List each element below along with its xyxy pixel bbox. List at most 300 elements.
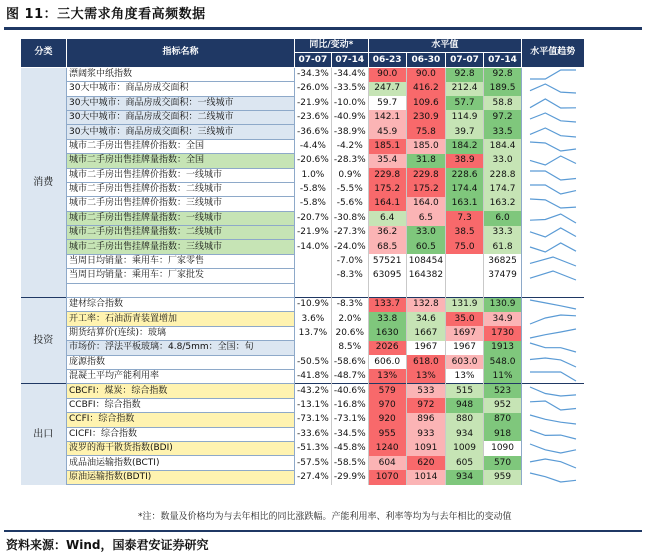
indicator-name: 30大中城市：商品房成交面积：二线城市: [67, 110, 295, 124]
level-cell: 515: [446, 384, 484, 398]
sparkline: [524, 169, 582, 182]
indicator-name: 期货结算价(连续)：玻璃: [67, 326, 295, 340]
indicator-name: 30大中城市：商品房成交面积: [67, 82, 295, 96]
trend-cell: [522, 326, 585, 340]
level-cell: 174.4: [446, 182, 484, 196]
trend-cell: [522, 470, 585, 484]
trend-cell: [522, 355, 585, 369]
level-cell: 247.7: [368, 82, 406, 96]
level-cell: 1240: [368, 441, 406, 455]
sparkline-path: [530, 99, 576, 108]
yoy-cell: -20.7%: [295, 211, 332, 225]
col-name-header: 指标名称: [67, 39, 295, 68]
sparkline: [524, 241, 582, 254]
yoy-cell: -43.2%: [295, 384, 332, 398]
sparkline: [524, 442, 582, 455]
yoy-cell: -51.3%: [295, 441, 332, 455]
level-col-header: 06-30: [406, 53, 445, 67]
table-row: [21, 240, 585, 254]
sparkline: [524, 154, 582, 167]
trend-cell: [522, 110, 585, 124]
level-cell: 57.7: [446, 96, 484, 110]
yoy-cell: [295, 341, 332, 355]
sparkline-path: [530, 415, 576, 424]
sparkline: [524, 413, 582, 426]
yoy-cell: 20.6%: [331, 326, 368, 340]
table-row: [21, 125, 585, 139]
level-col-header: 07-07: [446, 53, 484, 67]
table-row: [21, 369, 585, 383]
indicator-name: 城市二手房出售挂牌量指数：三线城市: [67, 240, 295, 254]
sparkline-path: [530, 444, 576, 453]
level-cell: 33.3: [484, 226, 522, 240]
indicator-name: 建材综合指数: [67, 298, 295, 312]
sparkline: [524, 68, 582, 81]
table-row: [21, 96, 585, 110]
level-cell: 164.1: [368, 197, 406, 211]
level-cell: 68.5: [368, 240, 406, 254]
trend-cell: [522, 96, 585, 110]
level-cell: 174.7: [484, 182, 522, 196]
yoy-cell: -7.0%: [331, 254, 368, 268]
trend-cell: [522, 312, 585, 326]
sparkline: [524, 126, 582, 139]
level-cell: 36825: [484, 254, 522, 268]
table-row: [21, 139, 585, 153]
level-cell: 934: [446, 427, 484, 441]
trend-cell: [522, 427, 585, 441]
trend-cell: [522, 254, 585, 268]
indicator-name: 城市二手房出售挂牌量指数：二线城市: [67, 226, 295, 240]
trend-cell: [522, 211, 585, 225]
table-row: [21, 341, 585, 355]
level-cell: 6.0: [484, 211, 522, 225]
yoy-cell: -13.1%: [295, 398, 332, 412]
table-row: [21, 226, 585, 240]
level-cell: 34.9: [484, 312, 522, 326]
level-cell: 33.5: [484, 125, 522, 139]
level-cell: 618.0: [406, 355, 445, 369]
level-cell: 605: [446, 456, 484, 470]
level-cell: 75.8: [406, 125, 445, 139]
indicator-name: 城市二手房出售挂牌量指数：全国: [67, 154, 295, 168]
level-cell: 39.7: [446, 125, 484, 139]
table-row: [21, 298, 585, 312]
level-cell: 1070: [368, 470, 406, 484]
sparkline-path: [530, 473, 576, 482]
yoy-cell: -4.2%: [331, 139, 368, 153]
trend-cell: [522, 67, 585, 81]
level-cell: 90.0: [406, 67, 445, 81]
table-row: [21, 154, 585, 168]
sparkline-path: [530, 257, 576, 266]
yoy-cell: -50.5%: [295, 355, 332, 369]
sparkline-path: [530, 459, 576, 468]
yoy-cell: -14.0%: [295, 240, 332, 254]
yoy-cell: 13.7%: [295, 326, 332, 340]
yoy-cell: [295, 254, 332, 268]
sparkline: [524, 399, 582, 412]
sparkline-path: [530, 142, 576, 151]
table-row: [21, 427, 585, 441]
level-cell: 164.0: [406, 197, 445, 211]
yoy-cell: -48.7%: [331, 369, 368, 383]
level-cell: 175.2: [406, 182, 445, 196]
level-cell: 35.4: [368, 154, 406, 168]
source-line: 资料来源：Wind，国泰君安证券研究: [6, 538, 209, 552]
yoy-cell: [331, 283, 368, 297]
level-cell: 109.6: [406, 96, 445, 110]
level-cell: 952: [484, 398, 522, 412]
yoy-cell: 8.5%: [331, 341, 368, 355]
table-row: [21, 384, 585, 398]
trend-cell: [522, 341, 585, 355]
trend-cell: [522, 413, 585, 427]
level-cell: 948: [446, 398, 484, 412]
yoy-cell: 3.6%: [295, 312, 332, 326]
level-cell: 163.1: [446, 197, 484, 211]
yoy-cell: -5.6%: [331, 197, 368, 211]
level-cell: 142.1: [368, 110, 406, 124]
trend-cell: [522, 398, 585, 412]
yoy-cell: -5.5%: [331, 182, 368, 196]
level-cell: 880: [446, 413, 484, 427]
level-cell: 620: [406, 456, 445, 470]
level-cell: 163.2: [484, 197, 522, 211]
sparkline: [524, 471, 582, 484]
level-cell: [368, 283, 406, 297]
sparkline-path: [530, 329, 576, 338]
yoy-cell: -23.6%: [295, 110, 332, 124]
level-cell: 230.9: [406, 110, 445, 124]
figure-title: 图 11：三大需求角度看高频数据: [6, 7, 206, 22]
table-row: [21, 110, 585, 124]
sparkline: [524, 97, 582, 110]
sparkline-path: [530, 113, 576, 122]
level-cell: 570: [484, 456, 522, 470]
table-row: [21, 456, 585, 470]
level-cell: 918: [484, 427, 522, 441]
yoy-cell: -45.8%: [331, 441, 368, 455]
sparkline: [524, 428, 582, 441]
trend-cell: [522, 82, 585, 96]
yoy-cell: 0.9%: [331, 168, 368, 182]
level-cell: 36.2: [368, 226, 406, 240]
level-cell: 90.0: [368, 67, 406, 81]
yoy-cell: -8.3%: [331, 269, 368, 283]
level-cell: 228.8: [484, 168, 522, 182]
level-cell: 416.2: [406, 82, 445, 96]
indicator-name: 漂阔浆中纸指数: [67, 67, 295, 81]
sparkline: [524, 385, 582, 398]
level-cell: 2026: [368, 341, 406, 355]
hf-data-table: [20, 38, 585, 485]
indicator-name: 开工率：石油沥青装置增加: [67, 312, 295, 326]
level-cell: [446, 254, 484, 268]
indicator-name: 波罗的海干散货指数(BDI): [67, 441, 295, 455]
level-cell: 970: [368, 398, 406, 412]
level-cell: 1091: [406, 441, 445, 455]
indicator-name: 城市二手房出售挂牌价指数：二线城市: [67, 182, 295, 196]
level-cell: 548.0: [484, 355, 522, 369]
table-row: [21, 398, 585, 412]
sparkline: [524, 183, 582, 196]
indicator-name: CCFI：综合指数: [67, 413, 295, 427]
indicator-name: 当周日均销量：乘用车：厂家零售: [67, 254, 295, 268]
table-row: [21, 470, 585, 484]
level-cell: 133.7: [368, 298, 406, 312]
level-col-header: 07-14: [484, 53, 522, 67]
sparkline-path: [530, 156, 576, 165]
sparkline-path: [530, 430, 576, 439]
trend-cell: [522, 240, 585, 254]
level-cell: 228.6: [446, 168, 484, 182]
trend-cell: [522, 456, 585, 470]
level-cell: [484, 283, 522, 297]
level-cell: 212.4: [446, 82, 484, 96]
yoy-group-header: 同比/变动*: [295, 39, 369, 53]
table-row: [21, 168, 585, 182]
trend-cell: [522, 168, 585, 182]
level-cell: 37479: [484, 269, 522, 283]
indicator-name: 庞源指数: [67, 355, 295, 369]
yoy-cell: 2.0%: [331, 312, 368, 326]
yoy-cell: -34.3%: [295, 67, 332, 81]
level-cell: 920: [368, 413, 406, 427]
level-cell: 1913: [484, 341, 522, 355]
trend-cell: [522, 441, 585, 455]
yoy-cell: -33.6%: [295, 427, 332, 441]
yoy-cell: -10.9%: [295, 298, 332, 312]
indicator-name: 30大中城市：商品房成交面积：三线城市: [67, 125, 295, 139]
sparkline: [524, 269, 582, 282]
sparkline-path: [530, 315, 576, 324]
yoy-cell: -73.1%: [295, 413, 332, 427]
table-row: [21, 67, 585, 81]
level-cell: 33.0: [484, 154, 522, 168]
level-cell: 33.8: [368, 312, 406, 326]
sparkline: [524, 255, 582, 268]
level-cell: 35.0: [446, 312, 484, 326]
level-cell: 33.0: [406, 226, 445, 240]
yoy-cell: [295, 283, 332, 297]
level-cell: [446, 269, 484, 283]
yoy-cell: 1.0%: [295, 168, 332, 182]
level-cell: 1090: [484, 441, 522, 455]
sparkline-path: [530, 171, 576, 180]
level-cell: 131.9: [446, 298, 484, 312]
level-cell: 933: [406, 427, 445, 441]
level-cell: 132.8: [406, 298, 445, 312]
yoy-cell: -36.6%: [295, 125, 332, 139]
level-cell: 1697: [446, 326, 484, 340]
indicator-name: CBCFI：煤炭：综合指数: [67, 384, 295, 398]
trend-cell: [522, 125, 585, 139]
yoy-cell: -21.9%: [295, 96, 332, 110]
sparkline-path: [530, 243, 576, 252]
level-cell: 57521: [368, 254, 406, 268]
table-row: [21, 283, 585, 297]
table-row: [21, 441, 585, 455]
yoy-cell: -5.8%: [295, 182, 332, 196]
yoy-cell: -41.8%: [295, 369, 332, 383]
level-cell: 1730: [484, 326, 522, 340]
table-row: [21, 182, 585, 196]
yoy-cell: -27.4%: [295, 470, 332, 484]
table-row: [21, 355, 585, 369]
indicator-name: 原油运输指数(BDTI): [67, 470, 295, 484]
level-cell: 13%: [446, 369, 484, 383]
level-cell: 1014: [406, 470, 445, 484]
level-cell: 11%: [484, 369, 522, 383]
level-cell: 13%: [406, 369, 445, 383]
category-label: 消费: [21, 67, 67, 297]
level-cell: 63095: [368, 269, 406, 283]
level-cell: 972: [406, 398, 445, 412]
yoy-cell: -16.8%: [331, 398, 368, 412]
level-cell: 959: [484, 470, 522, 484]
yoy-cell: -34.5%: [331, 427, 368, 441]
level-cell: 13%: [368, 369, 406, 383]
indicator-name: [67, 283, 295, 297]
sparkline: [524, 356, 582, 369]
top-rule: [4, 27, 642, 30]
sparkline: [524, 140, 582, 153]
sparkline-path: [530, 70, 576, 79]
level-cell: 6.4: [368, 211, 406, 225]
level-cell: 185.1: [368, 139, 406, 153]
indicator-name: 成品油运输指数(BCTI): [67, 456, 295, 470]
yoy-cell: -58.5%: [331, 456, 368, 470]
level-cell: 955: [368, 427, 406, 441]
sparkline: [524, 226, 582, 239]
level-group-header: 水平值: [368, 39, 521, 53]
yoy-cell: -33.5%: [331, 82, 368, 96]
level-cell: 175.2: [368, 182, 406, 196]
indicator-name: CICFI：综合指数: [67, 427, 295, 441]
sparkline-path: [530, 401, 576, 410]
yoy-cell: -38.9%: [331, 125, 368, 139]
sparkline-path: [530, 358, 576, 367]
table-row: [21, 269, 585, 283]
level-cell: 606.0: [368, 355, 406, 369]
footnote: *注：数量及价格均为与去年相比的同比涨跌幅。产能利用率、利率等均为与去年相比的变动值: [138, 512, 512, 522]
sparkline-path: [530, 185, 576, 194]
level-cell: 7.3: [446, 211, 484, 225]
col-category-header: 分类: [21, 39, 67, 68]
sparkline: [524, 212, 582, 225]
level-cell: 38.9: [446, 154, 484, 168]
level-cell: 189.5: [484, 82, 522, 96]
level-cell: 92.8: [446, 67, 484, 81]
yoy-cell: -21.9%: [295, 226, 332, 240]
category-label: 出口: [21, 384, 67, 485]
level-cell: 1009: [446, 441, 484, 455]
sparkline-path: [530, 84, 576, 93]
sparkline: [524, 341, 582, 354]
level-cell: 130.9: [484, 298, 522, 312]
level-col-header: 06-23: [368, 53, 406, 67]
sparkline: [524, 327, 582, 340]
level-cell: 1667: [406, 326, 445, 340]
indicator-name: 城市二手房出售挂牌价指数：三线城市: [67, 197, 295, 211]
yoy-cell: -4.4%: [295, 139, 332, 153]
sparkline-path: [530, 271, 576, 280]
trend-cell: [522, 283, 585, 297]
level-cell: [446, 283, 484, 297]
yoy-cell: -24.0%: [331, 240, 368, 254]
sparkline: [524, 111, 582, 124]
level-cell: 579: [368, 384, 406, 398]
sparkline: [524, 82, 582, 95]
trend-cell: [522, 384, 585, 398]
trend-cell: [522, 269, 585, 283]
level-cell: 114.9: [446, 110, 484, 124]
level-cell: 184.4: [484, 139, 522, 153]
sparkline: [524, 457, 582, 470]
sparkline-path: [530, 128, 576, 137]
level-cell: 108454: [406, 254, 445, 268]
yoy-cell: -40.6%: [331, 384, 368, 398]
level-cell: 45.9: [368, 125, 406, 139]
indicator-name: 城市二手房出售挂牌价指数：全国: [67, 139, 295, 153]
bottom-rule: [4, 530, 642, 532]
indicator-name: 混凝土平均产能利用率: [67, 369, 295, 383]
level-cell: 533: [406, 384, 445, 398]
level-cell: 59.7: [368, 96, 406, 110]
indicator-name: 城市二手房出售挂牌量指数：一线城市: [67, 211, 295, 225]
level-cell: 58.8: [484, 96, 522, 110]
trend-cell: [522, 298, 585, 312]
sparkline-path: [530, 214, 576, 223]
table-row: [21, 197, 585, 211]
level-cell: 934: [446, 470, 484, 484]
trend-cell: [522, 139, 585, 153]
yoy-cell: -28.3%: [331, 154, 368, 168]
level-cell: 229.8: [406, 168, 445, 182]
sparkline-path: [530, 387, 576, 396]
yoy-cell: -20.6%: [295, 154, 332, 168]
trend-cell: [522, 226, 585, 240]
sparkline: [524, 197, 582, 210]
sparkline-path: [530, 228, 576, 237]
table-row: [21, 413, 585, 427]
yoy-cell: -27.3%: [331, 226, 368, 240]
trend-cell: [522, 182, 585, 196]
indicator-name: 30大中城市：商品房成交面积：一线城市: [67, 96, 295, 110]
sparkline-path: [530, 372, 576, 381]
yoy-cell: -58.6%: [331, 355, 368, 369]
yoy-cell: -8.3%: [331, 298, 368, 312]
table-row: [21, 82, 585, 96]
category-label: 投资: [21, 298, 67, 384]
indicator-name: CCBFI：综合指数: [67, 398, 295, 412]
level-cell: 1630: [368, 326, 406, 340]
level-cell: 97.2: [484, 110, 522, 124]
level-cell: 229.8: [368, 168, 406, 182]
level-cell: 185.0: [406, 139, 445, 153]
yoy-col-header: 07-14: [331, 53, 368, 67]
level-cell: [406, 283, 445, 297]
level-cell: 61.8: [484, 240, 522, 254]
level-cell: 184.2: [446, 139, 484, 153]
sparkline: [524, 370, 582, 383]
sparkline: [524, 313, 582, 326]
level-cell: 92.8: [484, 67, 522, 81]
table-row: [21, 326, 585, 340]
indicator-name: 城市二手房出售挂牌价指数：一线城市: [67, 168, 295, 182]
trend-cell: [522, 154, 585, 168]
